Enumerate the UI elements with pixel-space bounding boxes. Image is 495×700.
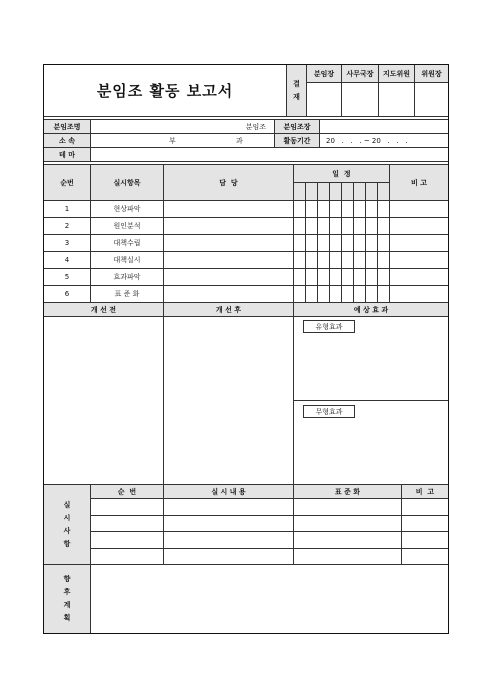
plan-schedule-cell[interactable] (354, 235, 366, 252)
theme-label: 테 마 (44, 148, 91, 162)
plan-note-cell[interactable] (390, 269, 448, 286)
plan-schedule-cell[interactable] (354, 252, 366, 269)
practice-cell[interactable] (91, 549, 164, 566)
improve-before-area[interactable] (44, 317, 164, 485)
period-label: 활동기간 (275, 134, 320, 148)
intangible-effect-label: 무형효과 (303, 405, 355, 418)
future-label-4: 획 (63, 614, 71, 622)
approval-label (287, 65, 307, 117)
plan-schedule-cell[interactable] (342, 235, 354, 252)
schedule-subcolumn-header (306, 183, 318, 201)
practice-cell[interactable] (402, 499, 448, 516)
plan-schedule-cell[interactable] (354, 218, 366, 235)
plan-schedule-cell[interactable] (318, 201, 330, 218)
plan-num: 1 (44, 201, 91, 218)
plan-schedule-cell[interactable] (342, 286, 354, 303)
plan-schedule-cell[interactable] (366, 286, 378, 303)
approval-header-chair: 위원장 (415, 65, 448, 83)
plan-schedule-cell[interactable] (342, 201, 354, 218)
plan-owner-cell[interactable] (164, 201, 294, 218)
approval-sign-secretary[interactable] (342, 83, 379, 117)
plan-owner-cell[interactable] (164, 286, 294, 303)
practice-cell[interactable] (294, 549, 402, 566)
group-name-label: 분임조명 (44, 120, 91, 134)
plan-item: 대책실시 (91, 252, 164, 269)
plan-schedule-cell[interactable] (354, 269, 366, 286)
practice-cell[interactable] (402, 549, 448, 566)
plan-header-item: 실시항목 (91, 165, 164, 201)
schedule-subcolumn-header (294, 183, 306, 201)
improve-before-header: 개 선 전 (44, 303, 164, 317)
plan-num: 4 (44, 252, 91, 269)
practice-label-2: 시 (63, 513, 71, 522)
plan-schedule-cell[interactable] (294, 235, 306, 252)
schedule-subcolumn-header (318, 183, 330, 201)
plan-owner-cell[interactable] (164, 252, 294, 269)
practice-cell[interactable] (294, 516, 402, 533)
plan-num: 2 (44, 218, 91, 235)
plan-schedule-cell[interactable] (318, 235, 330, 252)
plan-schedule-cell[interactable] (294, 201, 306, 218)
schedule-subcolumn-header (342, 183, 354, 201)
approval-sign-leader[interactable] (307, 83, 342, 117)
plan-note-cell[interactable] (390, 218, 448, 235)
plan-item: 현상파악 (91, 201, 164, 218)
theme-field[interactable] (91, 148, 448, 162)
plan-header-owner: 담 당 (164, 165, 294, 201)
practice-header-note: 비 고 (402, 485, 448, 499)
practice-cell[interactable] (164, 499, 294, 516)
plan-schedule-cell[interactable] (378, 201, 390, 218)
plan-schedule-cell[interactable] (378, 252, 390, 269)
leader-label: 분임조장 (275, 120, 320, 134)
future-label-2: 후 (63, 588, 71, 596)
plan-schedule-cell[interactable] (306, 201, 318, 218)
plan-schedule-cell[interactable] (306, 252, 318, 269)
practice-label-3: 사 (63, 526, 71, 535)
expected-effect-header: 예 상 효 과 (294, 303, 448, 317)
period-field[interactable]: 20 . . . ~ 20 . . . (320, 134, 448, 148)
group-suffix: 분임조 (245, 122, 266, 131)
plan-schedule-cell[interactable] (306, 269, 318, 286)
practice-cell[interactable] (164, 516, 294, 533)
plan-item: 효과파악 (91, 269, 164, 286)
approval-header-advisor: 지도위원 (379, 65, 415, 83)
future-plan-area[interactable] (91, 565, 448, 633)
plan-header-num: 순번 (44, 165, 91, 201)
approval-header-secretary: 사무국장 (342, 65, 379, 83)
plan-schedule-cell[interactable] (330, 252, 342, 269)
practice-label-1: 실 (63, 500, 71, 509)
schedule-subcolumn-header (354, 183, 366, 201)
plan-item: 원인분석 (91, 218, 164, 235)
plan-schedule-cell[interactable] (306, 218, 318, 235)
plan-schedule-cell[interactable] (342, 252, 354, 269)
dept-gwa: 과 (236, 136, 243, 145)
plan-schedule-cell[interactable] (378, 286, 390, 303)
approval-label-1: 결 (293, 79, 300, 88)
plan-item: 표 준 화 (91, 286, 164, 303)
schedule-subcolumn-header (330, 183, 342, 201)
approval-header-leader: 분임장 (307, 65, 342, 83)
practice-label (44, 485, 91, 565)
plan-header-note: 비 고 (390, 165, 448, 201)
plan-schedule-cell[interactable] (330, 218, 342, 235)
plan-owner-cell[interactable] (164, 269, 294, 286)
plan-schedule-cell[interactable] (294, 286, 306, 303)
practice-cell[interactable] (164, 549, 294, 566)
approval-sign-chair[interactable] (415, 83, 448, 117)
plan-schedule-cell[interactable] (378, 235, 390, 252)
plan-schedule-cell[interactable] (378, 269, 390, 286)
schedule-subcolumn-header (378, 183, 390, 201)
practice-cell[interactable] (402, 532, 448, 549)
plan-schedule-cell[interactable] (354, 286, 366, 303)
plan-schedule-cell[interactable] (294, 218, 306, 235)
plan-owner-cell[interactable] (164, 218, 294, 235)
plan-item: 대책수립 (91, 235, 164, 252)
dept-bu: 부 (169, 136, 176, 145)
approval-sign-advisor[interactable] (379, 83, 415, 117)
plan-note-cell[interactable] (390, 252, 448, 269)
plan-schedule-cell[interactable] (366, 218, 378, 235)
plan-schedule-cell[interactable] (366, 235, 378, 252)
dept-label: 소 속 (44, 134, 91, 148)
plan-schedule-cell[interactable] (366, 201, 378, 218)
plan-schedule-cell[interactable] (342, 218, 354, 235)
page-title: 분임조 활동 보고서 (44, 65, 287, 117)
leader-field[interactable] (320, 120, 448, 134)
plan-schedule-cell[interactable] (366, 252, 378, 269)
future-label-3: 계 (63, 601, 71, 609)
future-plan-label (44, 565, 91, 633)
plan-note-cell[interactable] (390, 235, 448, 252)
plan-schedule-cell[interactable] (306, 286, 318, 303)
practice-cell[interactable] (164, 532, 294, 549)
plan-num: 3 (44, 235, 91, 252)
plan-schedule-cell[interactable] (318, 252, 330, 269)
plan-schedule-cell[interactable] (378, 218, 390, 235)
plan-schedule-cell[interactable] (306, 235, 318, 252)
practice-cell[interactable] (91, 532, 164, 549)
plan-schedule-cell[interactable] (318, 269, 330, 286)
plan-num: 5 (44, 269, 91, 286)
plan-schedule-cell[interactable] (366, 269, 378, 286)
plan-schedule-cell[interactable] (294, 269, 306, 286)
plan-schedule-cell[interactable] (330, 286, 342, 303)
plan-note-cell[interactable] (390, 201, 448, 218)
practice-cell[interactable] (294, 532, 402, 549)
plan-note-cell[interactable] (390, 286, 448, 303)
future-label-1: 향 (63, 575, 71, 583)
plan-header-schedule: 일 정 (294, 165, 390, 183)
approval-label-2: 재 (293, 92, 300, 101)
practice-cell[interactable] (91, 516, 164, 533)
dept-field[interactable] (91, 134, 275, 148)
plan-schedule-cell[interactable] (330, 235, 342, 252)
practice-cell[interactable] (402, 516, 448, 533)
report-form (43, 64, 449, 634)
improve-after-header: 개 선 후 (164, 303, 294, 317)
plan-schedule-cell[interactable] (330, 269, 342, 286)
practice-header-standard: 표 준 화 (294, 485, 402, 499)
practice-header-num: 순 번 (91, 485, 164, 499)
plan-num: 6 (44, 286, 91, 303)
plan-schedule-cell[interactable] (318, 286, 330, 303)
practice-cell[interactable] (91, 499, 164, 516)
practice-label-4: 항 (63, 539, 71, 548)
plan-schedule-cell[interactable] (330, 201, 342, 218)
schedule-subcolumn-header (366, 183, 378, 201)
practice-cell[interactable] (294, 499, 402, 516)
tangible-effect-label: 유형효과 (303, 320, 355, 333)
group-name-field[interactable] (91, 120, 275, 134)
plan-schedule-cell[interactable] (342, 269, 354, 286)
plan-schedule-cell[interactable] (294, 252, 306, 269)
improve-after-area[interactable] (164, 317, 294, 485)
plan-owner-cell[interactable] (164, 235, 294, 252)
plan-schedule-cell[interactable] (318, 218, 330, 235)
plan-schedule-cell[interactable] (354, 201, 366, 218)
practice-header-content: 실 시 내 용 (164, 485, 294, 499)
